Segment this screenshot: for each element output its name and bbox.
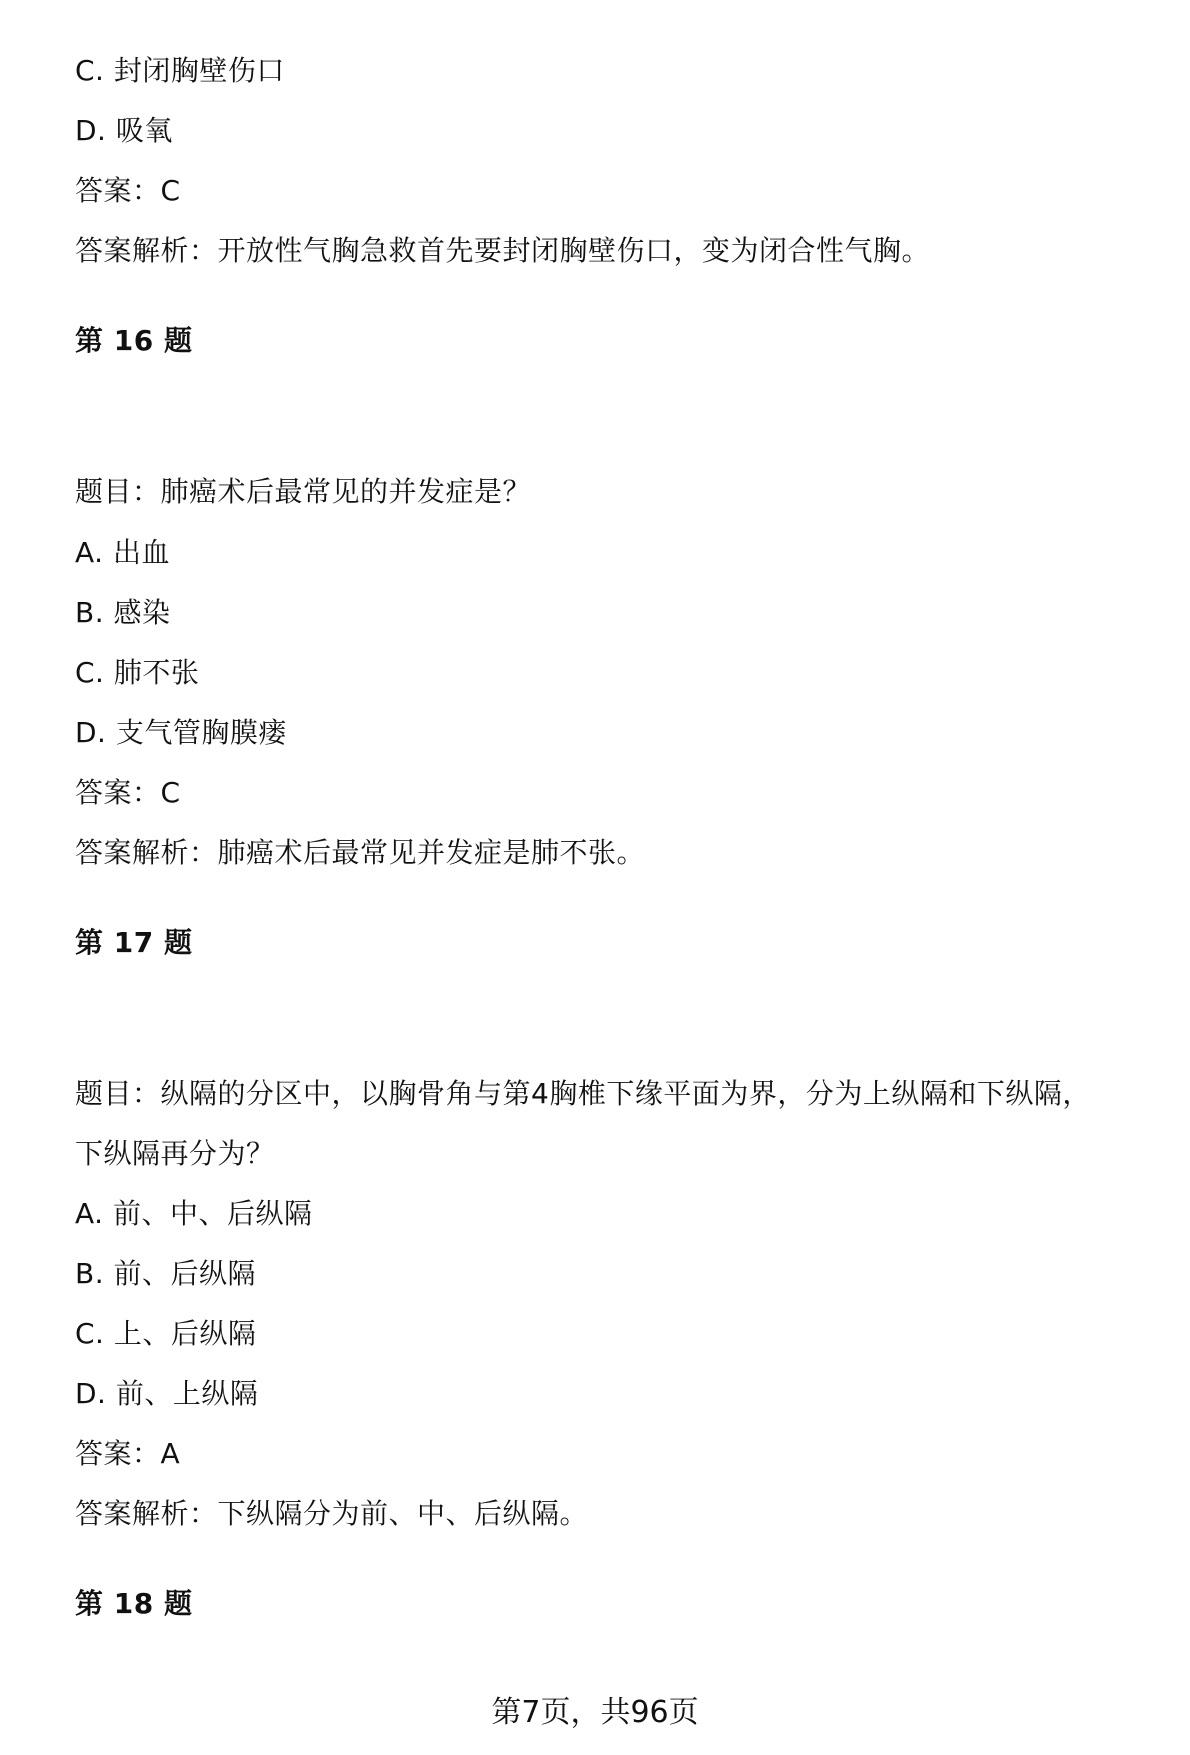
q17-answer: 答案：A [75,1437,181,1470]
q17-option-a: A. 前、中、后纵隔 [75,1197,313,1230]
q16-option-b: B. 感染 [75,596,171,629]
q17-option-d: D. 前、上纵隔 [75,1377,259,1410]
q17-question-line2: 下纵隔再分为？ [75,1137,275,1170]
q17-option-b: B. 前、后纵隔 [75,1257,257,1290]
q17-heading: 第 17 题 [75,926,193,959]
q15-analysis: 答案解析：开放性气胸急救首先要封闭胸壁伤口，变为闭合性气胸。 [75,234,931,267]
q16-option-d: D. 支气管胸膜瘘 [75,716,287,749]
q16-question: 题目：肺癌术后最常见的并发症是？ [75,475,532,508]
q16-analysis: 答案解析：肺癌术后最常见并发症是肺不张。 [75,836,646,869]
q17-question-line1: 题目：纵隔的分区中，以胸骨角与第4胸椎下缘平面为界，分为上纵隔和下纵隔， [75,1077,1091,1110]
q17-option-c: C. 上、后纵隔 [75,1317,257,1350]
page-number-footer: 第7页，共96页 [491,1695,699,1730]
q15-option-c: C. 封闭胸壁伤口 [75,54,285,87]
q16-option-c: C. 肺不张 [75,656,200,689]
q18-heading: 第 18 题 [75,1587,193,1620]
q15-answer: 答案：C [75,174,181,207]
q17-analysis: 答案解析：下纵隔分为前、中、后纵隔。 [75,1497,589,1530]
q16-option-a: A. 出血 [75,536,170,569]
q16-heading: 第 16 题 [75,324,193,357]
q16-answer: 答案：C [75,776,181,809]
q15-option-d: D. 吸氧 [75,114,173,147]
